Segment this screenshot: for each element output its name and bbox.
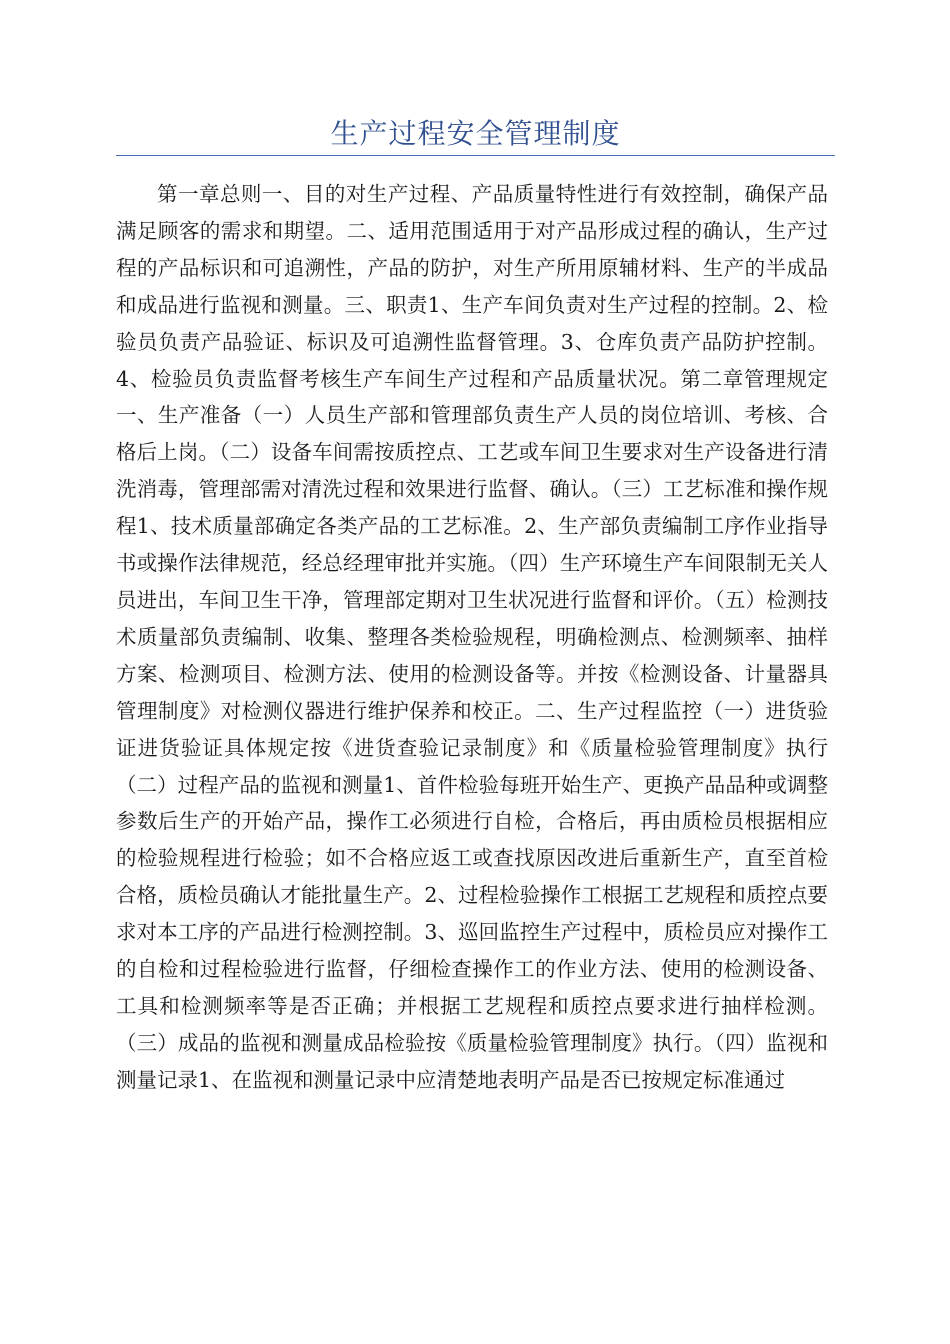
- title-underline: [116, 155, 835, 156]
- document-title: 生产过程安全管理制度: [330, 117, 621, 150]
- document-body: 第一章总则一、目的对生产过程、产品质量特性进行有效控制，确保产品满足顾客的需求和期望。二、适用范围适用于对产品形成过程的确认，生产过程的产品标识和可追溯性，产品的防护，对生产所用原辅材料、生产的半成品和成品进行监视和测量。三、职责1、生产车间负责对生产过程的控制。2、检验员负责产品验证、标识及可追溯性监督管理。3、仓库负责产品防护控制。4、检验员负责监督考核生产车间生产过程和产品质量状况。第二章管理规定一、生产准备（一）人员生产部和管理部负责生产人员的岗位培训、考核、合格后上岗。（二）设备车间需按质控点、工艺或车间卫生要求对生产设备进行清洗消毒，管理部需对清洗过程和效果进行监督、确认。（三）工艺标准和操作规程1、技术质量部确定各类产品的工艺标准。2、生产部负责编制工序作业指导书或操作法律规范，经总经理审批并实施。（四）生产环境生产车间限制无关人员进出，车间卫生干净，管理部定期对卫生状况进行监督和评价。（五）检测技术质量部负责编制、收集、整理各类检验规程，明确检测点、检测频率、抽样方案、检测项目、检测方法、使用的检测设备等。并按《检测设备、计量器具管理制度》对检测仪器进行维护保养和校正。二、生产过程监控（一）进货验证进货验证具体规定按《进货查验记录制度》和《质量检验管理制度》执行（二）过程产品的监视和测量1、首件检验每班开始生产、更换产品品种或调整参数后生产的开始产品，操作工必须进行自检，合格后，再由质检员根据相应的检验规程进行检验；如不合格应返工或查找原因改进后重新生产，直至首检合格，质检员确认才能批量生产。2、过程检验操作工根据工艺规程和质控点要求对本工序的产品进行检测控制。3、巡回监控生产过程中，质检员应对操作工的自检和过程检验进行监督，仔细检查操作工的作业方法、使用的检测设备、工具和检测频率等是否正确；并根据工艺规程和质控点要求进行抽样检测。（三）成品的监视和测量成品检验按《质量检验管理制度》执行。（四）监视和测量记录1、在监视和测量记录中应清楚地表明产品是否已按规定标准通过: [116, 182, 828, 1092]
